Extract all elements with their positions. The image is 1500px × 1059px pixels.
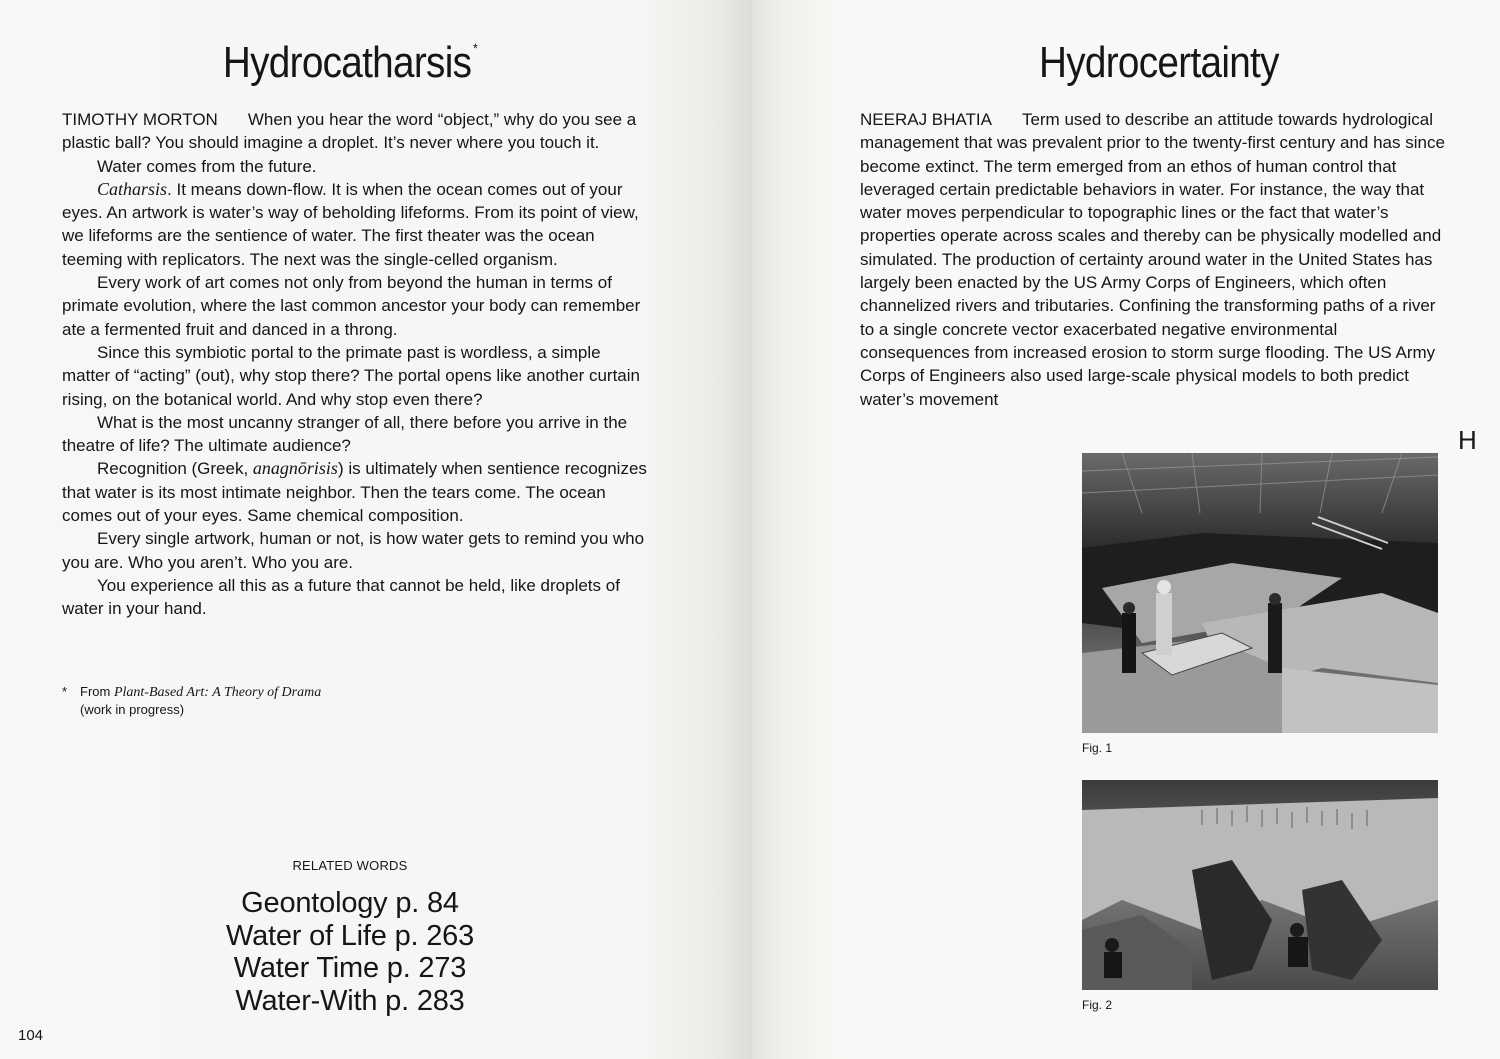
- body-paragraph: [62, 178, 652, 271]
- body-paragraph: [62, 574, 652, 621]
- section-letter-tab: H: [1458, 425, 1477, 455]
- body-paragraph: [62, 527, 652, 574]
- page-title-right: Hydrocertainty: [1039, 38, 1279, 87]
- figure-1: [1082, 453, 1438, 733]
- related-word-link[interactable]: Geontology p. 84: [241, 887, 459, 919]
- page-title-left: [130, 38, 570, 88]
- footnote-mark: *: [62, 684, 68, 699]
- body-paragraph: [860, 108, 1450, 411]
- italic-term: anagnōrisis: [252, 458, 338, 479]
- figure-2-caption: Fig. 2: [1082, 998, 1113, 1012]
- author-name: TIMOTHY MORTON: [62, 110, 218, 129]
- footnote: [62, 684, 462, 718]
- essay-body-left: [62, 108, 652, 621]
- footnote-source-title: Plant-Based Art: A Theory of Drama: [113, 685, 322, 700]
- author-name: NEERAJ BHATIA: [860, 110, 992, 129]
- paragraph-text: Term used to describe an attitude towards hydrological management that was prevalent prior to the twenty-first century and has since become extinct. The term emerged from an ethos of human control that leveraged certain predictable behaviors in water. For instance, the way that water moves perpendicular to topographic lines or the fact that water’s properties operate across scales and thereby can be physically modelled and simulated. The production of certainty around water in the United States has largely been enacted by the US Army Corps of Engineers, which often channelized rivers and tributaries. Confining the transforming paths of a river to a single concrete vector exacerbated negative environmental consequences from increased erosion to storm surge flooding. The US Army Corps of Engineers also used large-scale physical models to both predict water’s movement: [860, 110, 1445, 409]
- body-paragraph: [62, 457, 652, 527]
- figure-2: [1082, 780, 1438, 990]
- related-words-list: [150, 887, 550, 1018]
- body-paragraph: [62, 271, 652, 341]
- body-paragraph: [62, 411, 652, 458]
- paragraph-text: Since this symbiotic portal to the primate past is wordless, a simple matter of “acting” (out), why stop there? The portal opens like another curtain rising, on the botanical world. And why stop even there?: [62, 342, 640, 409]
- paragraph-text: ) is ultimately when sentience recognizes that water is its most intimate neighbor. Then the tears come. The ocean comes out of your eyes. Same chemical composition.: [62, 459, 647, 526]
- hydraulic-model-hall-photo: [1082, 453, 1438, 733]
- paragraph-text: Recognition (Greek,: [97, 459, 253, 479]
- figure-1-caption: Fig. 1: [1082, 741, 1113, 755]
- paragraph-text: Every work of art comes not only from beyond the human in terms of primate evolution, where the last common ancestor your body can remember ate a fermented fruit and danced in a throng.: [62, 273, 641, 339]
- related-words-heading: RELATED WORDS: [292, 858, 408, 873]
- page-number: 104: [18, 1027, 44, 1044]
- body-paragraph: [62, 341, 652, 411]
- footnote-prefix: From: [80, 684, 114, 699]
- paragraph-text: What is the most uncanny stranger of all, there before you arrive in the theatre of life? The ultimate audience?: [62, 412, 628, 456]
- essay-body-right: [860, 108, 1450, 411]
- right-page: [752, 0, 1500, 1059]
- title-text: Hydrocatharsis: [222, 38, 472, 87]
- paragraph-text: You experience all this as a future that cannot be held, like droplets of water in your hand.: [62, 575, 620, 619]
- body-paragraph: [62, 155, 652, 178]
- footnote-note: (work in progress): [80, 701, 185, 717]
- related-word-link[interactable]: Water-With p. 283: [235, 985, 465, 1018]
- related-word-link[interactable]: Water of Life p. 263: [225, 919, 474, 952]
- paragraph-text: Every single artwork, human or not, is how water gets to remind you who you are. Who you aren’t. Who you are.: [62, 529, 645, 572]
- footnote-marker: *: [473, 40, 478, 56]
- italic-term: Catharsis: [97, 178, 168, 199]
- paragraph-text: . It means down-flow. It is when the ocean comes out of your eyes. An artwork is water’s way of beholding lifeforms. From its point of view, we lifeforms are the sentience of water. The first theater was the ocean teeming with replicators. The next was the single-celled organism.: [62, 179, 639, 269]
- paragraph-text: Water comes from the future.: [97, 156, 317, 176]
- related-words: [150, 858, 550, 1018]
- paragraph-text: When you hear the word “object,” why do you see a plastic ball? You should imagine a droplet. It’s never where you touch it.: [62, 110, 637, 153]
- river-basin-model-photo: [1082, 780, 1438, 990]
- related-word-link[interactable]: Water Time p. 273: [233, 952, 467, 985]
- body-paragraph: [62, 108, 652, 155]
